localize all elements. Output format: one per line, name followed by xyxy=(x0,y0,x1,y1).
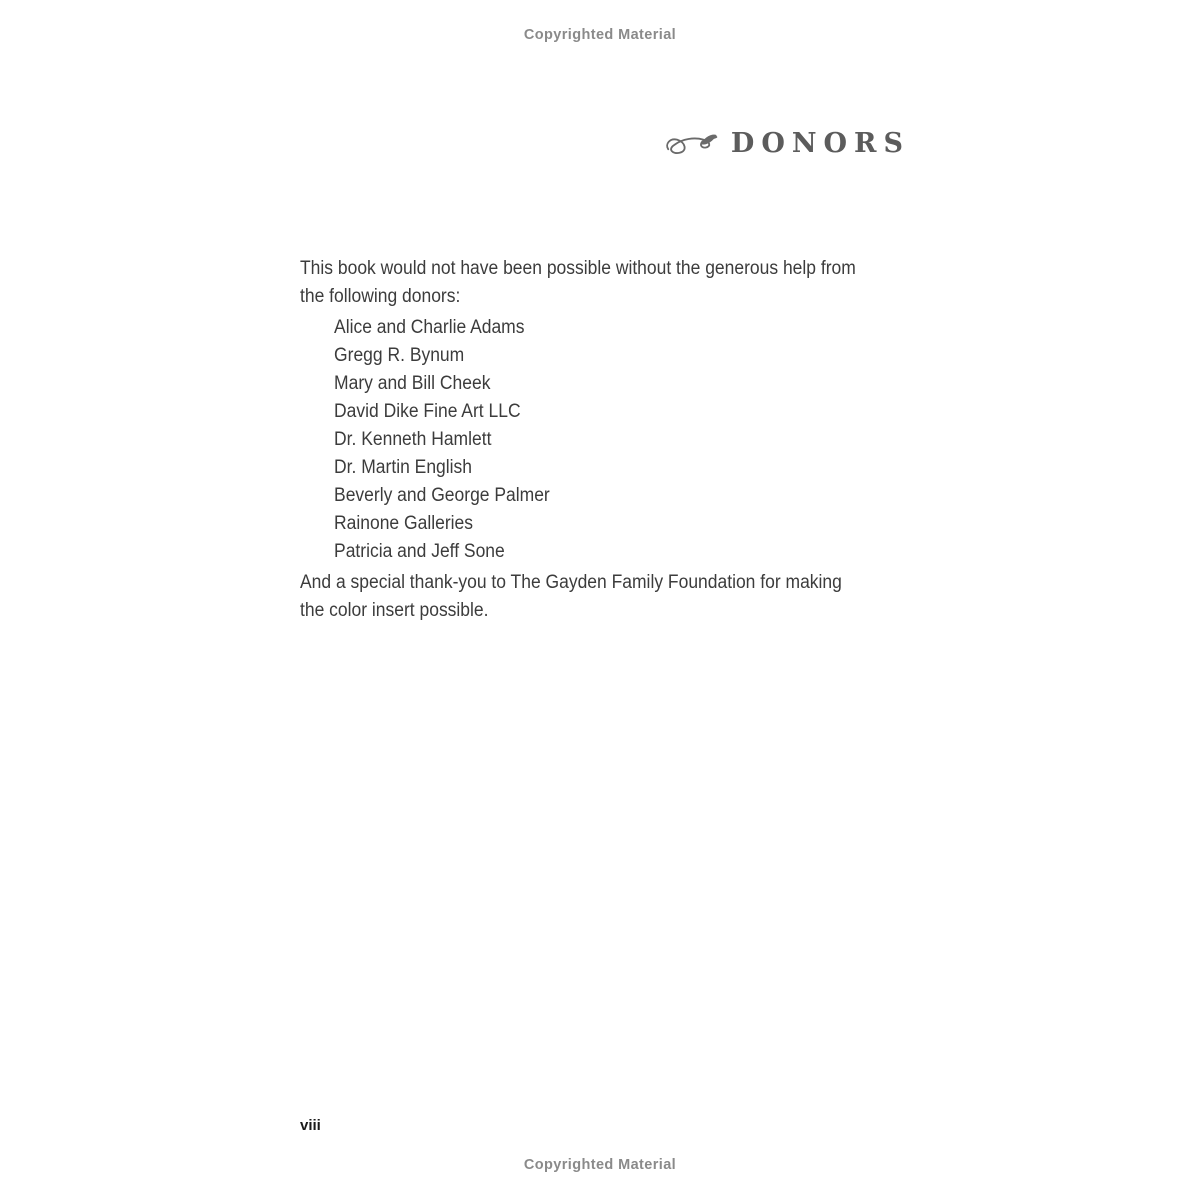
donor-list-item: Alice and Charlie Adams xyxy=(334,317,525,338)
closing-line: And a special thank-you to The Gayden Family Foundation for making xyxy=(300,572,842,593)
page-number: viii xyxy=(300,1117,321,1134)
donors-content xyxy=(300,255,907,625)
closing-line: the color insert possible. xyxy=(300,600,489,621)
donor-list-item: David Dike Fine Art LLC xyxy=(334,401,521,422)
donor-list-item: Dr. Martin English xyxy=(334,457,472,478)
donor-list-item: Dr. Kenneth Hamlett xyxy=(334,429,492,450)
intro-line: the following donors: xyxy=(300,286,461,307)
copyright-watermark-top: Copyrighted Material xyxy=(523,27,677,43)
intro-line: This book would not have been possible without the generous help from xyxy=(300,258,856,279)
donor-list-item: Rainone Galleries xyxy=(334,513,473,534)
donor-list-item: Patricia and Jeff Sone xyxy=(334,541,505,562)
donors-heading xyxy=(663,126,910,162)
intro-paragraph xyxy=(300,255,907,311)
donor-list-item: Mary and Bill Cheek xyxy=(334,373,491,394)
copyright-watermark-bottom: Copyrighted Material xyxy=(523,1157,677,1173)
closing-paragraph xyxy=(300,569,907,625)
donor-list xyxy=(300,314,907,566)
donor-list-item: Beverly and George Palmer xyxy=(334,485,550,506)
donor-list-item: Gregg R. Bynum xyxy=(334,345,465,366)
page-title: DONORS xyxy=(730,128,910,159)
calligraphic-flourish-icon xyxy=(663,126,719,162)
